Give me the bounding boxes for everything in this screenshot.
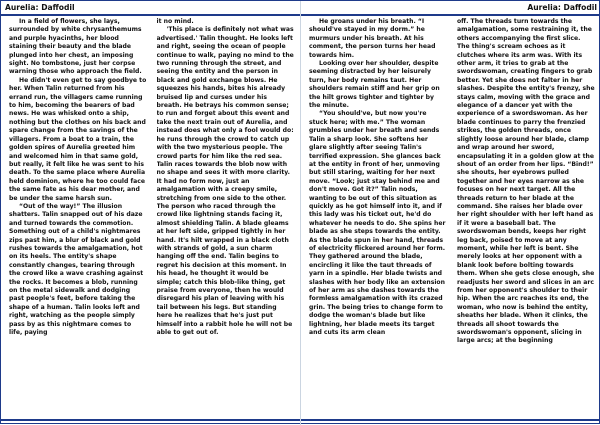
paragraph: He groans under his breath. “I should've stayed in my dorm.” he murmurs under his breath. At his comment, the person turns her head towards him. bbox=[309, 18, 436, 59]
paragraph: “Out of the way!” The illusion shatters. Talin snapped out of his daze and turned towards the commotion. Something out of a child's nightmares zips past him, a blur of black and gold rushes towards the amalgamation, hot on its heels. The entity's shape constantly changes, tearing through the crowd like a wave crashing against the rocks. It becomes a blob, running on the metal sidewalk and dodging past people's feet, before taking the shape of a human. Talin looks left and right, watching as the people simply pass by as this nightmare comes to life, paying bbox=[9, 202, 144, 337]
left-page bbox=[1, 1, 301, 425]
left-page-columns bbox=[1, 18, 300, 417]
paragraph: He didn't even get to say goodbye to her. When Talin returned from his errand run, the villagers came running to him, becoming the bearers of bad news. He was whisked onto a ship, nothing but the clothes on his back and spare change from the savings of the villagers. From a boat to a train, the golden spires of Aurelia greeted him and welcomed him in that same gold, but really, it felt like he was sent to his death. To the same place where Aurelia held dominion, where he too could face the same fate as his dear mother, and be under the same harsh sun. bbox=[9, 76, 147, 202]
text-column-1 bbox=[9, 18, 147, 417]
right-page-header bbox=[301, 1, 600, 16]
right-running-title: Aurelia: Daffodil bbox=[527, 3, 597, 12]
paragraph: In a field of flowers, she lays, surrounded by white chrysanthemums and purple hyacinths, her blood staining their beauty and the blade plunged into her chest, an imposing sight. No tombstone, just her corpse warning those who approach the field. bbox=[9, 18, 142, 76]
paragraph: off. The threads turn towards the amalgamation, some restraining it, the others accompanying the first slice. The thing's scream echoes as it clutches where its arm was. With its other arm, it tries to grab at the swordswoman, creating fingers to grab better. Yet she does not falter in her slashes. Despite the entity's frenzy, she stays calm, moving with the grace and elegance of a dancer yet with the experience of a swordswoman. As her blade continues to parry the frenzied strikes, the golden threads, once slightly loose around her blade, clamp and wrap around her sword, encapsulating it in a golden glow at the shout of an order from her lips. “Bind!” she shouts, her eyebrows pulled together and her eyes narrow as she focuses on her next target. All the threads return to her blade at the command. She raises her blade over her right shoulder with her left hand as if it were a baseball bat. The swordswoman bends, keeps her right leg back, poised to move at any moment, while her left is bent. She merely looks at her opponent with a blank look before bolting towards them. When she gets close enough, she readjusts her sword and slices in an arc from her opponent's shoulder to their hip. When the arc reaches its end, the woman, who now is behind the entity, sheaths her blade. When it clinks, the threads all shoot towards the swordswoman's opponent, slicing in large arcs; at the beginning bbox=[457, 18, 595, 345]
left-page-footer-rule bbox=[1, 419, 300, 421]
left-running-title: Aurelia: Daffodil bbox=[5, 3, 75, 12]
text-column-2 bbox=[157, 18, 295, 417]
text-column-3 bbox=[309, 18, 447, 417]
right-page bbox=[301, 1, 600, 425]
paragraph: “You should've, but now you're stuck here; with me.” The woman grumbles under her breath and sends Talin a sharp look. She softens her glare slightly after seeing Talin's terrified expression. She glances back at the entity in front of her, unmoving but still staring, waiting for her next move. “Look; just stay behind me and don't move. Got it?” Talin nods, wanting to be out of this situation as quickly as he got himself into it, and if this lady was his ticket out, he'd do whatever he needs to do. She spins her blade as she steps towards the entity. As the blade spun in her hand, threads of electricity flickered around her form. They gathered around the blade, encircling it like the taut threads of yarn in a spindle. Her blade twists and slashes with her body like an extension of her arm as she dashes towards the formless amalgamation with its crazed grin. The being tries to change form to dodge the woman's blade but like lightning, her blade meets its target and cuts its arm clean bbox=[309, 110, 446, 337]
paragraph: 'This place is definitely not what was advertised.' Talin thought. He looks left and right, seeing the ocean of people continue to walk, paying no mind to the two running through the street, and seeing the entity and the person in black and gold exchange blows. He squeezes his hands, bites his already bruised lip and curses under his breath. He betrays his common sense; to run and forget about this event and take the next train out of Aurelia, and instead does what only a fool would do: he runs through the crowd to catch up with the two mysterious people. The crowd parts for him like the red sea. Talin races towards the blob now with no shape and sees it with more clarity. It had no form now, just an amalgamation with a creepy smile, stretching from one side to the other. The person who raced through the crowd like lightning stands facing it, almost shielding Talin. A blade gleams at her left side, gripped tightly in her hand. It's hilt wrapped in a black cloth with strands of gold, a sun charm hanging off the end. Talin begins to regret his decision at this moment. In his head, he thought it would be simple; catch this blob-like thing, get praise from everyone, then he would disregard his plan of leaving with his tail between his legs. But standing here he realizes that he's just put himself into a rabbit hole he will not be able to get out of. bbox=[156, 26, 294, 337]
paragraph: it no mind. bbox=[156, 18, 194, 25]
left-page-header bbox=[1, 1, 300, 16]
text-column-4 bbox=[457, 18, 595, 417]
right-page-columns bbox=[301, 18, 600, 417]
right-page-footer-rule bbox=[301, 419, 600, 421]
paragraph: Looking over her shoulder, despite seeming distracted by her leisurely turn, her body remains taut. Her shoulders remain stiff and her grip on the hilt grows tighter and tighter by the minute. bbox=[309, 60, 440, 110]
